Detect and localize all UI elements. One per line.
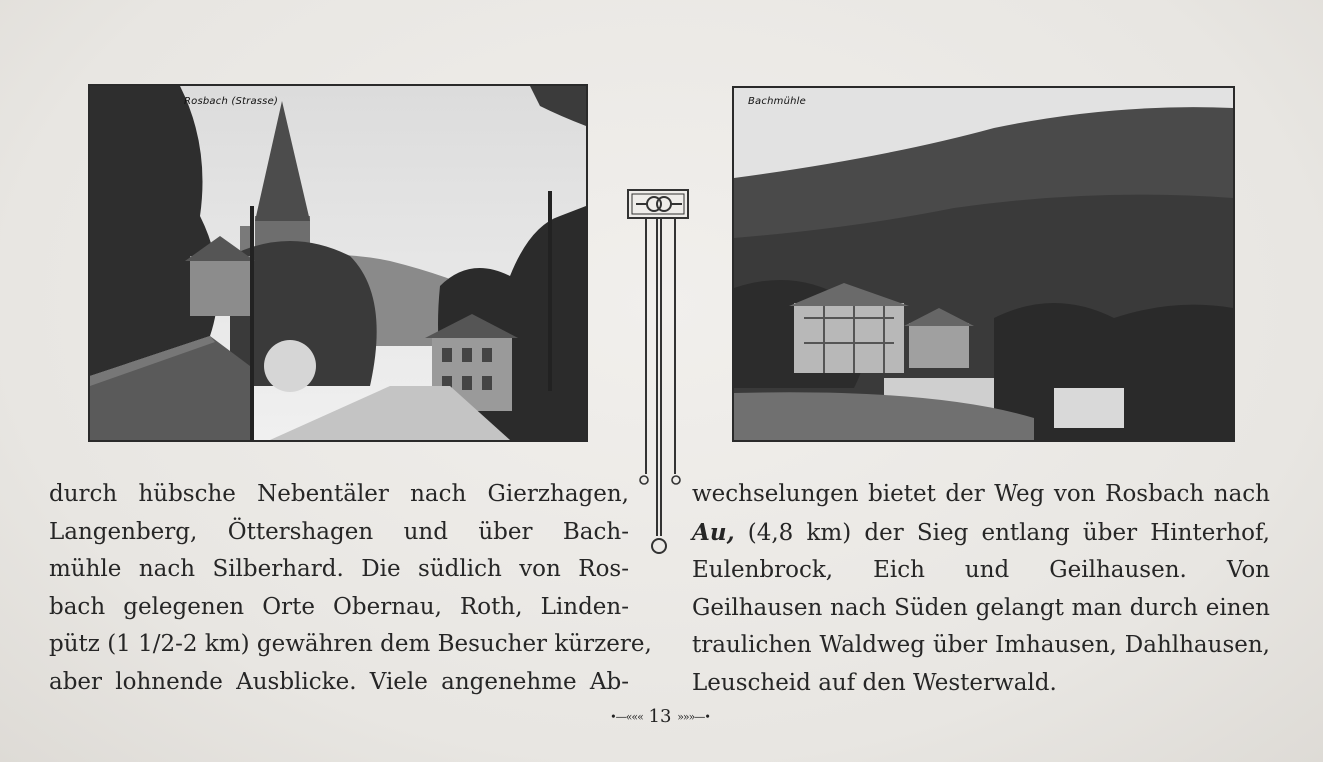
text-line: pütz (1 1/2-2 km) gewähren dem Besucher kürzere, xyxy=(49,631,652,657)
text-line: durch hübsche Nebentäler nach Gierzhagen, xyxy=(49,481,629,507)
photo-rosbach-street xyxy=(88,84,588,442)
place-name-au: Au, xyxy=(692,518,735,546)
text-line-continuation: (4,8 km) der Sieg entlang über Hinterhof, xyxy=(734,519,1270,546)
text-line: traulichen Waldweg über Imhausen, Dahlhausen, xyxy=(692,632,1270,658)
column-divider-ornament xyxy=(620,180,700,580)
street-scene-image xyxy=(90,86,586,440)
text-line: mühle nach Silberhard. Die südlich von Ros- xyxy=(49,556,629,582)
text-line: aber lohnende Ausblicke. Viele angenehme Ab- xyxy=(49,668,629,695)
photo-caption-right: Bachmühle xyxy=(748,96,806,107)
page-number xyxy=(600,706,720,727)
mill-valley-image xyxy=(734,88,1233,440)
text-column-left xyxy=(49,476,652,701)
text-line: Langenberg, Öttershagen und über Bach- xyxy=(49,518,629,545)
text-line-au xyxy=(692,514,1270,553)
text-line: Leuscheid auf den Westerwald. xyxy=(692,669,1057,696)
flourish-left: •—««« xyxy=(610,710,643,724)
text-line: Eulenbrock, Eich und Geilhausen. Von xyxy=(692,557,1270,583)
photo-bachmuehle xyxy=(732,86,1235,442)
text-line: wechselungen bietet der Weg von Rosbach nach xyxy=(692,481,1270,507)
text-column-right xyxy=(692,476,1270,702)
photo-caption-left: Rosbach (Strasse) xyxy=(184,96,279,107)
text-line: Geilhausen nach Süden gelangt man durch einen xyxy=(692,594,1270,621)
page-number-value: 13 xyxy=(648,706,672,727)
text-line: bach gelegenen Orte Obernau, Roth, Linden- xyxy=(49,593,629,620)
flourish-right: »»»—• xyxy=(677,710,710,724)
